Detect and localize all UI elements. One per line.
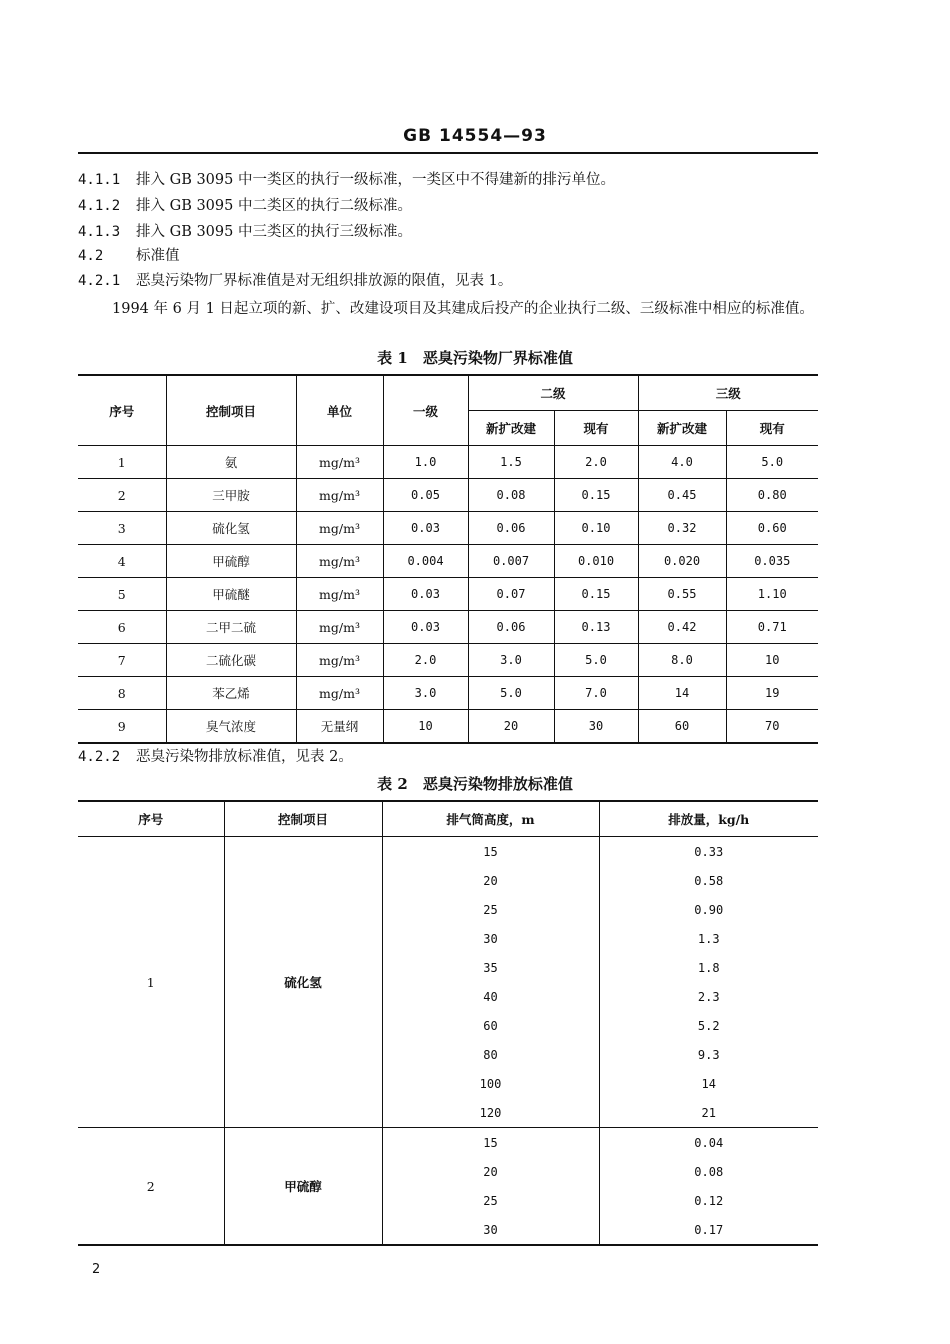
table-cell: 0.80 xyxy=(726,479,818,512)
table-row xyxy=(78,837,818,867)
table-cell: 19 xyxy=(726,677,818,710)
rate-cell: 0.58 xyxy=(599,866,818,895)
height-cell: 20 xyxy=(382,1157,599,1186)
height-cell: 80 xyxy=(382,1040,599,1069)
table-cell: 7 xyxy=(78,644,166,677)
clause-number: 4.2.1 xyxy=(78,273,121,289)
clause-text: 排入 GB 3095 中一类区的执行一级标准，一类区中不得建新的排污单位。 xyxy=(136,172,615,188)
header-grade3-new: 新扩改建 xyxy=(638,411,726,446)
table-cell: 0.10 xyxy=(554,512,638,545)
header-item: 控制项目 xyxy=(224,801,382,837)
table-row xyxy=(78,479,818,512)
table-cell: 1.5 xyxy=(468,446,554,479)
clause-text: 恶臭污染物厂界标准值是对无组织排放源的限值，见表 1。 xyxy=(136,273,513,289)
clause-text: 排入 GB 3095 中二类区的执行二级标准。 xyxy=(136,198,412,214)
table2-caption: 表 2 恶臭污染物排放标准值 xyxy=(377,775,573,793)
table-cell: 20 xyxy=(468,710,554,744)
clause-number: 4.1.1 xyxy=(78,172,121,188)
table1-caption: 表 1 恶臭污染物厂界标准值 xyxy=(377,349,573,367)
clause-4-2 xyxy=(78,246,818,266)
table-cell: 三甲胺 xyxy=(166,479,296,512)
header-grade2-new: 新扩改建 xyxy=(468,411,554,446)
height-cell: 100 xyxy=(382,1069,599,1098)
table2 xyxy=(78,800,818,1246)
table-row xyxy=(78,677,818,710)
page-number: 2 xyxy=(92,1262,101,1277)
table-cell: 0.60 xyxy=(726,512,818,545)
table-cell: 1.0 xyxy=(383,446,468,479)
height-cell: 15 xyxy=(382,1128,599,1158)
header-unit: 单位 xyxy=(296,375,383,446)
table-row xyxy=(78,446,818,479)
table-cell: mg/m³ xyxy=(296,644,383,677)
rate-cell: 21 xyxy=(599,1098,818,1128)
clause-4-1-3 xyxy=(78,222,818,242)
clause-number: 4.1.3 xyxy=(78,224,121,240)
header-rate: 排放量，kg/h xyxy=(599,801,818,837)
header-rule xyxy=(78,152,818,154)
table-cell: 10 xyxy=(383,710,468,744)
table-cell: mg/m³ xyxy=(296,578,383,611)
table-cell: 8.0 xyxy=(638,644,726,677)
rate-cell: 0.12 xyxy=(599,1186,818,1215)
group-seq-cell: 1 xyxy=(78,837,224,1128)
rate-cell: 5.2 xyxy=(599,1011,818,1040)
table-cell: 0.15 xyxy=(554,578,638,611)
header-item: 控制项目 xyxy=(166,375,296,446)
clause-text: 标准值 xyxy=(136,248,180,264)
table-cell: 硫化氢 xyxy=(166,512,296,545)
height-cell: 25 xyxy=(382,895,599,924)
header-grade2: 二级 xyxy=(468,375,638,411)
table-row xyxy=(78,611,818,644)
header-height: 排气筒高度，m xyxy=(382,801,599,837)
table-cell: 6 xyxy=(78,611,166,644)
table-cell: 5.0 xyxy=(554,644,638,677)
rate-cell: 14 xyxy=(599,1069,818,1098)
table-cell: 0.03 xyxy=(383,611,468,644)
clause-number: 4.2 xyxy=(78,248,104,264)
header-grade3: 三级 xyxy=(638,375,818,411)
clause-text: 排入 GB 3095 中三类区的执行三级标准。 xyxy=(136,224,412,240)
height-cell: 35 xyxy=(382,953,599,982)
table-cell: 0.15 xyxy=(554,479,638,512)
table-cell: 5.0 xyxy=(468,677,554,710)
height-cell: 40 xyxy=(382,982,599,1011)
table-cell: 0.45 xyxy=(638,479,726,512)
header-seq: 序号 xyxy=(78,375,166,446)
table-cell: 3 xyxy=(78,512,166,545)
table-cell: 70 xyxy=(726,710,818,744)
table-cell: 甲硫醇 xyxy=(166,545,296,578)
table-row xyxy=(78,710,818,744)
table-cell: 5 xyxy=(78,578,166,611)
rate-cell: 0.17 xyxy=(599,1215,818,1245)
table-cell: 氨 xyxy=(166,446,296,479)
table1 xyxy=(78,374,818,744)
table-cell: 臭气浓度 xyxy=(166,710,296,744)
rate-cell: 0.33 xyxy=(599,837,818,867)
table-cell: 0.010 xyxy=(554,545,638,578)
rate-cell: 1.3 xyxy=(599,924,818,953)
table-cell: 二甲二硫 xyxy=(166,611,296,644)
table-row xyxy=(78,1128,818,1158)
table-cell: 0.004 xyxy=(383,545,468,578)
table-cell: mg/m³ xyxy=(296,545,383,578)
table-cell: 0.020 xyxy=(638,545,726,578)
header-seq: 序号 xyxy=(78,801,224,837)
table-cell: 0.035 xyxy=(726,545,818,578)
document-header: GB 14554—93 xyxy=(403,126,547,146)
clause-4-1-1 xyxy=(78,170,818,190)
clause-4-2-1 xyxy=(78,271,818,291)
table-cell: 30 xyxy=(554,710,638,744)
table-cell: 14 xyxy=(638,677,726,710)
clause-number: 4.2.2 xyxy=(78,749,121,765)
group-item-cell: 甲硫醇 xyxy=(224,1128,382,1246)
table-cell: 0.007 xyxy=(468,545,554,578)
table-cell: 9 xyxy=(78,710,166,744)
table-cell: 60 xyxy=(638,710,726,744)
table-cell: 0.05 xyxy=(383,479,468,512)
table-cell: 0.08 xyxy=(468,479,554,512)
table-cell: 4 xyxy=(78,545,166,578)
table-row xyxy=(78,545,818,578)
table-row xyxy=(78,512,818,545)
header-grade1: 一级 xyxy=(383,375,468,446)
table-cell: 0.42 xyxy=(638,611,726,644)
table-cell: 0.06 xyxy=(468,611,554,644)
table-cell: 0.32 xyxy=(638,512,726,545)
table-cell: 0.13 xyxy=(554,611,638,644)
height-cell: 120 xyxy=(382,1098,599,1128)
rate-cell: 9.3 xyxy=(599,1040,818,1069)
table-cell: 2.0 xyxy=(554,446,638,479)
group-seq-cell: 2 xyxy=(78,1128,224,1246)
table-row xyxy=(78,644,818,677)
table-cell: 0.06 xyxy=(468,512,554,545)
table-cell: 二硫化碳 xyxy=(166,644,296,677)
table-cell: 0.07 xyxy=(468,578,554,611)
table-cell: 无量纲 xyxy=(296,710,383,744)
height-cell: 30 xyxy=(382,924,599,953)
table-cell: mg/m³ xyxy=(296,446,383,479)
rate-cell: 0.04 xyxy=(599,1128,818,1158)
clause-text: 恶臭污染物排放标准值，见表 2。 xyxy=(136,749,353,765)
table-cell: 3.0 xyxy=(383,677,468,710)
table-cell: mg/m³ xyxy=(296,479,383,512)
group-item-cell: 硫化氢 xyxy=(224,837,382,1128)
rate-cell: 0.08 xyxy=(599,1157,818,1186)
height-cell: 15 xyxy=(382,837,599,867)
table-cell: 7.0 xyxy=(554,677,638,710)
table-cell: 1 xyxy=(78,446,166,479)
table-cell: 3.0 xyxy=(468,644,554,677)
table-cell: 甲硫醚 xyxy=(166,578,296,611)
table-cell: 0.03 xyxy=(383,578,468,611)
rate-cell: 2.3 xyxy=(599,982,818,1011)
table-cell: mg/m³ xyxy=(296,677,383,710)
table-cell: 0.55 xyxy=(638,578,726,611)
table-cell: 1.10 xyxy=(726,578,818,611)
header-grade3-existing: 现有 xyxy=(726,411,818,446)
height-cell: 25 xyxy=(382,1186,599,1215)
clause-number: 4.1.2 xyxy=(78,198,121,214)
table-cell: 4.0 xyxy=(638,446,726,479)
table-cell: 5.0 xyxy=(726,446,818,479)
table-cell: 苯乙烯 xyxy=(166,677,296,710)
clause-4-2-2 xyxy=(78,747,818,767)
rate-cell: 0.90 xyxy=(599,895,818,924)
table-cell: 0.03 xyxy=(383,512,468,545)
table-cell: 0.71 xyxy=(726,611,818,644)
table-cell: mg/m³ xyxy=(296,512,383,545)
rate-cell: 1.8 xyxy=(599,953,818,982)
height-cell: 30 xyxy=(382,1215,599,1245)
table-cell: mg/m³ xyxy=(296,611,383,644)
table-cell: 8 xyxy=(78,677,166,710)
header-grade2-existing: 现有 xyxy=(554,411,638,446)
body-paragraph: 1994 年 6 月 1 日起立项的新、扩、改建设项目及其建成后投产的企业执行二级、三级标准中相应的标准值。 xyxy=(112,301,814,317)
table-row xyxy=(78,578,818,611)
clause-4-1-2 xyxy=(78,196,818,216)
table-cell: 10 xyxy=(726,644,818,677)
table-cell: 2 xyxy=(78,479,166,512)
table-cell: 2.0 xyxy=(383,644,468,677)
height-cell: 60 xyxy=(382,1011,599,1040)
height-cell: 20 xyxy=(382,866,599,895)
